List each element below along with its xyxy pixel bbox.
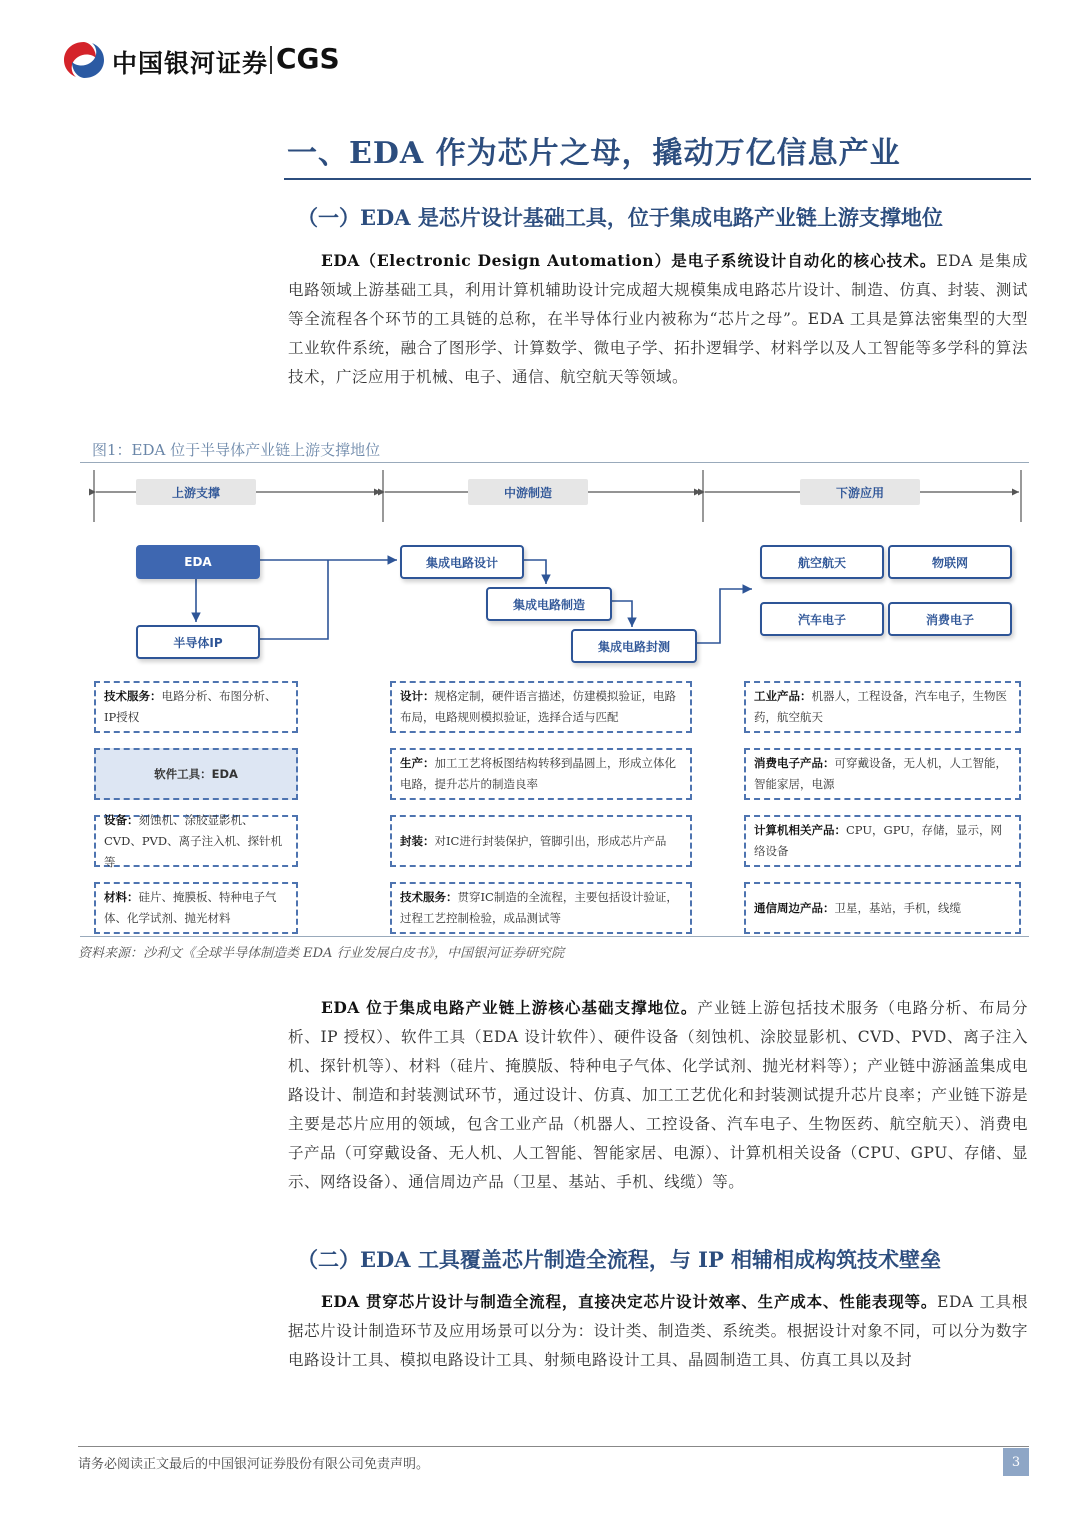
paragraph-3-body: EDA 工具根据芯片设计制造环节及应用场景可以分为：设计类、制造类、系统类。根据设计对象不同，可以分为数字电路设计工具、模拟电路设计工具、射频电路设计工具、晶圆制造工具、仿真工具以及封: [288, 1293, 1028, 1369]
logo-text-cn: 中国银河证券: [112, 49, 269, 78]
paragraph-2: [288, 993, 1028, 1197]
stage-midstream: 中游制造: [468, 479, 588, 505]
downstream-box-computer: 计算机相关产品：CPU，GPU，存储，显示，网络设备: [744, 815, 1021, 867]
upstream-box-materials: 材料：硅片、掩膜板、特种电子气体、化学试剂、抛光材料: [94, 882, 298, 934]
midstream-box-packaging: 封装：对IC进行封装保护，管脚引出，形成芯片产品: [390, 815, 692, 867]
node-aerospace: 航空航天: [760, 545, 884, 579]
upstream-box-tech-service: 技术服务：电路分析、布图分析、IP授权: [94, 681, 298, 733]
node-ic-manufacture: 集成电路制造: [486, 587, 612, 621]
section-title: 一、EDA 作为芯片之母，撬动万亿信息产业: [287, 136, 901, 171]
paragraph-1-body: EDA 是集成电路领域上游基础工具，利用计算机辅助设计完成超大规模集成电路芯片设计、制造、仿真、封装、测试等全流程各个环节的工具链的总称，在半导体行业内被称为“芯片之母”。EDA 工具是算法密集型的大型工业软件系统，融合了图形学、计算数学、微电子学、拓扑逻辑学、材料学以及人工智能等多学科的算法技术，广泛应用于机械、电子、通信、航空航天等领域。: [288, 252, 1028, 386]
node-ic-design: 集成电路设计: [400, 545, 524, 579]
stage-upstream: 上游支撑: [136, 479, 256, 505]
paragraph-3-lead: EDA 贯穿芯片设计与制造全流程，直接决定芯片设计效率、生产成本、性能表现等。: [321, 1292, 938, 1311]
paragraph-2-lead: EDA 位于集成电路产业链上游核心基础支撑地位。: [321, 998, 698, 1017]
footer-rule: [78, 1446, 1029, 1447]
figure-source: 资料来源：沙利文《全球半导体制造类 EDA 行业发展白皮书》，中国银河证券研究院: [78, 946, 565, 961]
node-consumer-electronics: 消费电子: [888, 602, 1012, 636]
upstream-box-software: 软件工具：EDA: [94, 748, 298, 800]
midstream-box-design: 设计：规格定制，硬件语言描述，仿建模拟验证，电路布局，电路规则模拟验证，选择合适与匹配: [390, 681, 692, 733]
logo-text-en: CGS: [276, 42, 340, 75]
upstream-box-equipment: 设备：刻蚀机、涂胶显影机、CVD、PVD、离子注入机、探针机等: [94, 815, 298, 867]
node-ic-package: 集成电路封测: [571, 629, 697, 663]
node-auto-electronics: 汽车电子: [760, 602, 884, 636]
subsection-title-1: （一）EDA 是芯片设计基础工具，位于集成电路产业链上游支撑地位: [297, 205, 943, 230]
paragraph-2-body: 产业链上游包括技术服务（电路分析、布局分析、IP 授权）、软件工具（EDA 设计软件）、硬件设备（刻蚀机、涂胶显影机、CVD、PVD、离子注入机、探针机等）、材料（硅片、掩膜版、特种电子气体、化学试剂、抛光材料等）；产业链中游涵盖集成电路设计、制造和封装测试环节，通过设计、仿真、加工工艺优化和封装测试提升芯片良率；产业链下游是主要是芯片应用的领域，包含工业产品（机器人、工控设备、汽车电子、生物医药、航空航天）、消费电子产品（可穿戴设备、无人机、人工智能、智能家居、电源）、计算机相关设备（CPU、GPU、存储、显示、网络设备）、通信周边产品（卫星、基站、手机、线缆）等。: [288, 999, 1028, 1191]
node-eda: EDA: [136, 545, 260, 579]
subsection-title-2: （二）EDA 工具覆盖芯片制造全流程，与 IP 相辅相成构筑技术壁垒: [297, 1247, 942, 1272]
paragraph-3: [288, 1287, 1028, 1375]
downstream-box-consumer: 消费电子产品：可穿戴设备，无人机，人工智能，智能家居，电源: [744, 748, 1021, 800]
stage-downstream: 下游应用: [800, 479, 920, 505]
node-semiconductor-ip: 半导体IP: [136, 625, 260, 659]
node-iot: 物联网: [888, 545, 1012, 579]
downstream-box-industrial: 工业产品：机器人，工程设备，汽车电子，生物医药，航空航天: [744, 681, 1021, 733]
figure-bottom-rule: [80, 936, 1029, 937]
midstream-box-production: 生产：加工工艺将板图结构转移到晶圆上，形成立体化电路，提升芯片的制造良率: [390, 748, 692, 800]
downstream-box-communication: 通信周边产品：卫星，基站，手机，线缆: [744, 882, 1021, 934]
figure-caption: 图1：EDA 位于半导体产业链上游支撑地位: [92, 441, 381, 459]
midstream-box-tech-service: 技术服务：贯穿IC制造的全流程，主要包括设计验证，过程工艺控制检验，成品测试等: [390, 882, 692, 934]
paragraph-1-lead: EDA（Electronic Design Automation）是电子系统设计自动化的核心技术。: [321, 251, 937, 270]
page-number: 3: [1003, 1448, 1029, 1476]
footer-disclaimer: 请务必阅读正文最后的中国银河证券股份有限公司免责声明。: [78, 1457, 430, 1472]
